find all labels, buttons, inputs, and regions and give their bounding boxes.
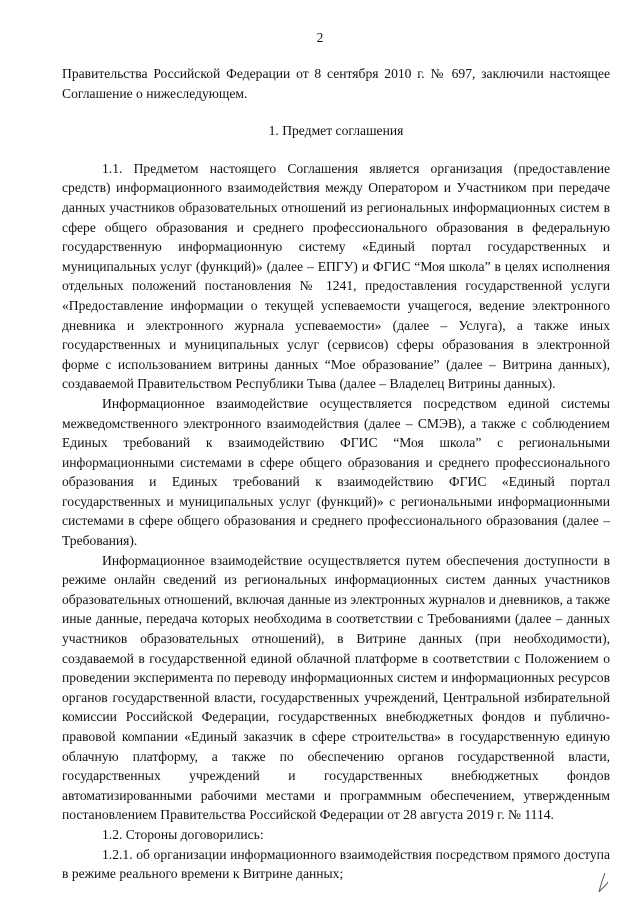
paragraph-1-2-1: 1.2.1. об организации информационного взаимодействия посредством прямого доступа в режиме реального времени к Витрине данных; bbox=[62, 846, 610, 882]
paragraph-1-2: 1.2. Стороны договорились: bbox=[102, 826, 264, 842]
paragraph-1-1: 1.1. Предметом настоящего Соглашения является организация (предоставление средств) информационного взаимодействия между Оператором и Участником при передаче данных участников образовательных отношений из региональных информационных систем в сфере общего образования и среднего профессионального образования в федеральную государственную информационную систему «Единый портал государственных и муниципальных услуг (функций)» (далее – ЕПГУ) и ФГИС “Моя школа” в целях исполнения отдельных положений постановления № 1241, предоставления государственной услуги «Предоставление информации о текущей успеваемости учащегося, ведение электронного дневника и электронного журнала успеваемости» (далее – Услуга), а также иных государственных и муниципальных услуг (сервисов) сферы образования в электронной форме с использованием витрины данных “Мое образование” (далее – Витрина данных), создаваемой Правительством Республики Тыва (далее – Владелец Витрины данных). bbox=[62, 160, 610, 392]
section-title: 1. Предмет соглашения bbox=[268, 123, 404, 139]
page-number: 2 bbox=[316, 30, 324, 45]
intro-paragraph: Правительства Российской Федерации от 8 сентября 2010 г. № 697, заключили настоящее Соглашение о нижеследующем. bbox=[62, 66, 610, 101]
initials-mark bbox=[596, 872, 610, 894]
paragraph-online-access: Информационное взаимодействие осуществляется путем обеспечения доступности в режиме онлайн сведений из региональных информационных систем данных участников образовательных отношений, включая данные из электронных журналов и дневников, а также иные данные, передача которых необходима в соответствии с Требованиями (далее – данных участников образовательных отношений), в Витрине данных (при необходимости), создаваемой в государственной единой облачной платформе в соответствии с Положением о проведении эксперимента по переводу информационных систем и информационных ресурсов органов государственной власти, государственных учреждений, Центральной избирательной комиссии Российской Федерации, государственных внебюджетных фондов и публично-правовой компании «Единый заказчик в сфере строительства» в государственную единую облачную платформу, а также по обеспечению органов государственной власти, государственных учреждений и государственных внебюджетных фондов автоматизированными рабочими местами и программным обеспечением, утвержденным постановлением Правительства Российской Федерации от 28 августа 2019 г. № 1114. bbox=[62, 552, 610, 823]
document-body bbox=[62, 64, 610, 884]
paragraph-smev: Информационное взаимодействие осуществляется посредством единой системы межведомственного электронного взаимодействия (далее – СМЭВ), а также с соблюдением Единых требований к взаимодействию ФГИС “Моя школа” с региональными информационными системами в сфере общего образования и среднего профессионального образования и Единых требований к взаимодействию ФГИС «Единый портал государственных и муниципальных услуг (функций)» с региональными информационными системами в сфере общего образования и среднего профессионального образования (далее – Требования). bbox=[62, 395, 610, 549]
